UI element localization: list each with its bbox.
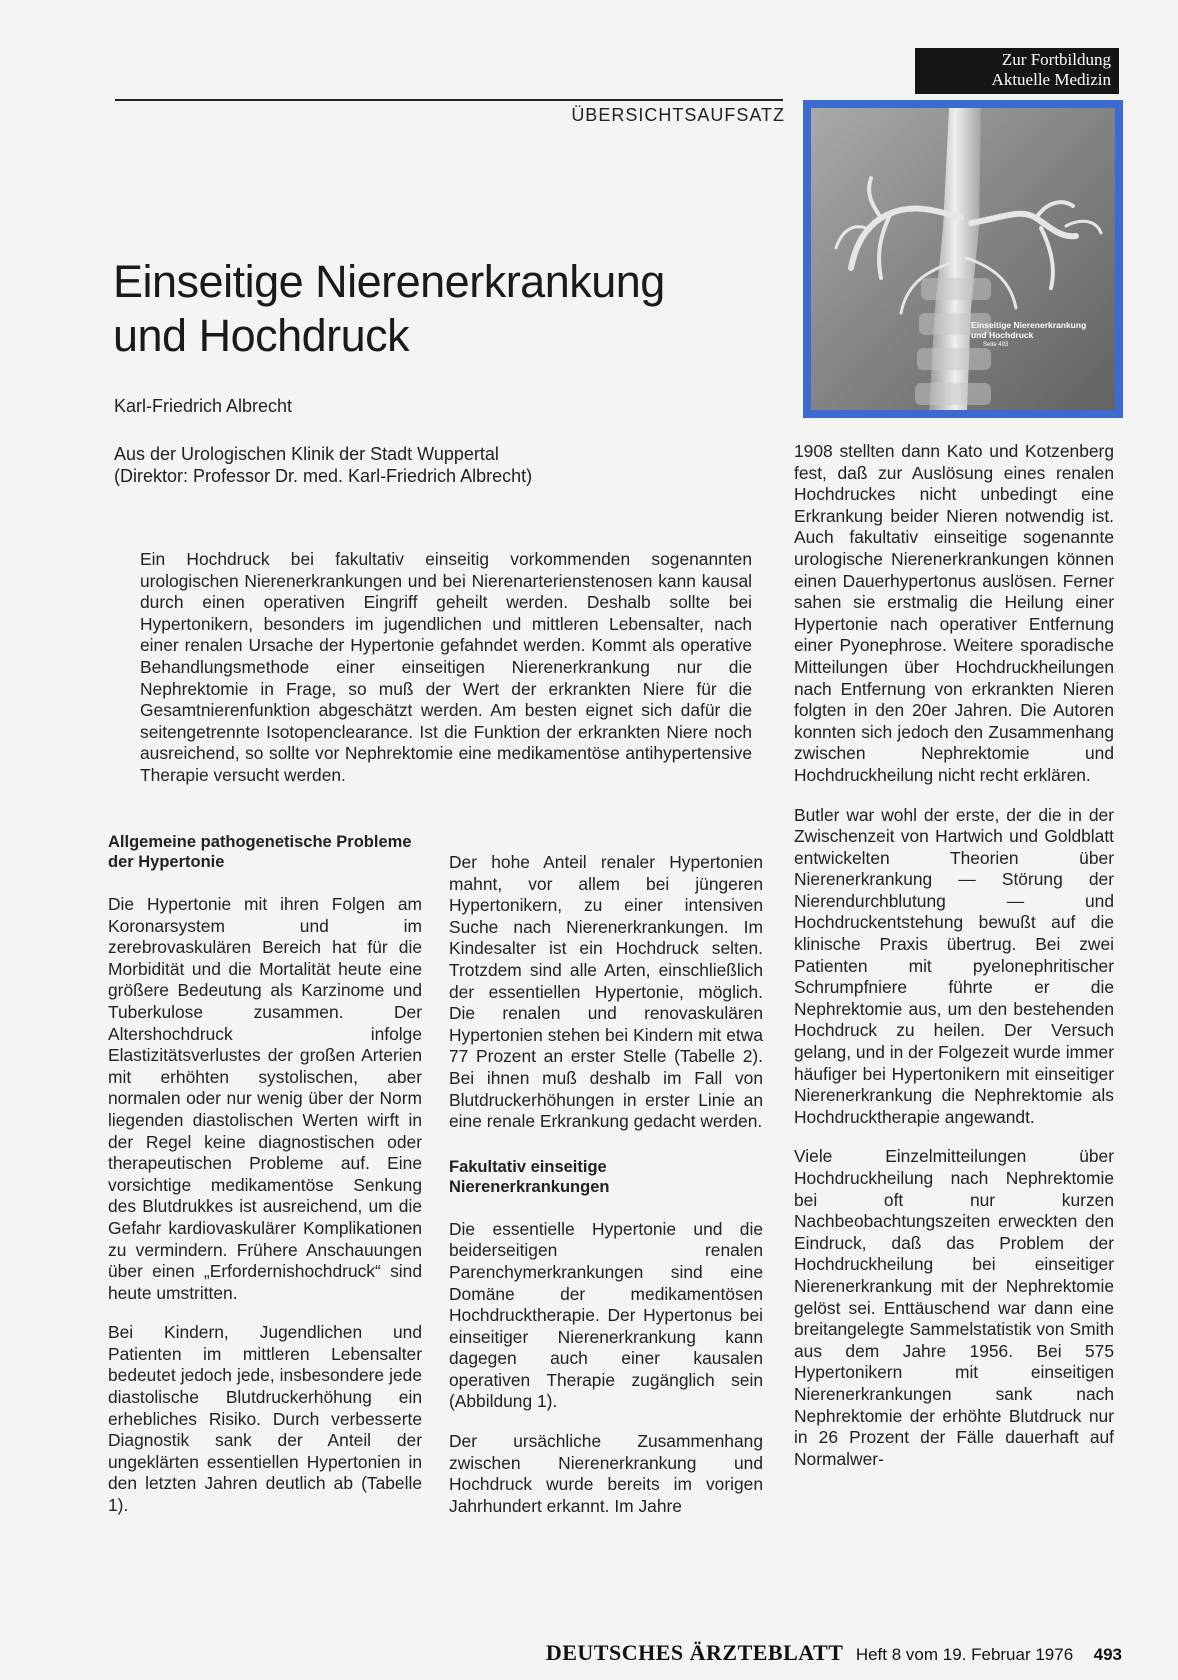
- image-caption-line-2: [971, 330, 1111, 350]
- journal-name: DEUTSCHES ÄRZTEBLATT: [545, 1640, 844, 1665]
- paragraph: Die essentielle Hypertonie und die beiderseitigen renalen Parenchymerkrankungen sind eine Domäne der medikamentösen Hochdrucktherapie. Der Hypertonus bei einseitiger Nierenerkrankung kann dagegen auch einer kausalen operativen Therapie zugänglich sein (Abbildung 1).: [449, 1218, 763, 1412]
- header-rule: [115, 99, 783, 101]
- image-caption: [971, 320, 1111, 350]
- affiliation-line-2: (Direktor: Professor Dr. med. Karl-Friedrich Albrecht): [114, 466, 533, 486]
- paragraph: Die Hypertonie mit ihren Folgen am Koronarsystem und im zerebrovaskulären Bereich hat für die Morbidität und die Mortalität heute eine größere Bedeutung als Karzinome und Tuberkulose zusammen. Der Altershochdruck infolge Elastizitätsverlustes der großen Arterien mit erhöhten systolischen, aber normalen oder nur wenig über der Norm liegenden diastolischen Werten wirft in der Regel keine diagnostischen oder therapeutischen Probleme auf. Eine vorsichtige medikamentöse Senkung des Blutdrukkes ist ausreichend, um die Gefahr kardiovaskulärer Komplikationen zu vermindern. Frühere Anschauungen über einen „Erfordernishochdruck“ sind heute umstritten.: [108, 894, 422, 1303]
- article-title: [113, 255, 763, 363]
- image-caption-page: Seite 493: [983, 342, 1009, 348]
- title-line-1: Einseitige Nierenerkrankung: [113, 256, 665, 307]
- angiogram-image: [811, 108, 1115, 410]
- page-number: 493: [1093, 1645, 1122, 1664]
- section-tag-line2: Aktuelle Medizin: [991, 70, 1111, 89]
- section-tag-line1: Zur Fortbildung: [1001, 50, 1111, 69]
- xray-image-frame: [803, 100, 1123, 418]
- heading-fakultativ-einseitige: Fakultativ einseitige Nierenerkrankungen: [449, 1157, 610, 1196]
- page-footer: [480, 1640, 1122, 1666]
- paragraph: Der hohe Anteil renaler Hypertonien mahnt, vor allem bei jüngeren Hypertonikern, zu einer intensiven Suche nach Nierenerkrankungen. Im Kindesalter ist ein Hochdruck selten. Trotzdem sind alle Arten, einschließlich der essentiellen Hypertonie, möglich. Die renalen und renovaskulären Hypertonien stehen bei Kindern mit etwa 77 Prozent an erster Stelle (Tabelle 2). Bei ihnen muß deshalb im Fall von Blutdruckerhöhungen in erster Linie an eine renale Erkrankung gedacht werden.: [449, 852, 763, 1132]
- image-caption-line-2-text: und Hochdruck: [971, 330, 1034, 340]
- paragraph: Bei Kindern, Jugendlichen und Patienten im mittleren Lebensalter bedeutet jedoch jede, insbesondere jede diastolische Blutdruckerhöhung ein erhebliches Risiko. Durch verbesserte Diagnostik sank der Anteil der ungeklärten essentiellen Hypertonien in den letzten Jahren deutlich ab (Tabelle 1).: [108, 1322, 422, 1516]
- title-line-2: und Hochdruck: [113, 310, 410, 361]
- paragraph: Der ursächliche Zusammenhang zwischen Nierenerkrankung und Hochdruck wurde bereits im vorigen Jahrhundert erkannt. Im Jahre: [449, 1431, 763, 1516]
- paragraph: Viele Einzelmitteilungen über Hochdruckheilung nach Nephrektomie bei oft nur kurzen Nachbeobachtungszeiten erweckten den Eindruck, daß das Problem der Hochdruckheilung bei einseitiger Nierenerkrankung mit der Nephrektomie gelöst sei. Enttäuschend war dann eine breitangelegte Sammelstatistik von Smith aus dem Jahre 1956. Bei 575 Hypertonikern mit einseitigen Nierenerkrankungen sank nach Nephrektomie der erhöhte Blutdruck nur in 26 Prozent der Fälle dauerhaft auf Normalwer-: [794, 1146, 1114, 1469]
- affiliation: [114, 443, 734, 487]
- column-3: [794, 441, 1114, 1488]
- paragraph: 1908 stellten dann Kato und Kotzenberg fest, daß zur Auslösung eines renalen Hochdruckes nicht unbedingt eine Erkrankung beider Nieren notwendig ist. Auch fakultativ einseitige sogenannte urologische Nierenerkrankungen können einen Dauerhypertonus auslösen. Ferner sahen sie erstmalig die Heilung einer Hypertonie nach operativer Entfernung einer Pyonephrose. Weitere sporadische Mitteilungen über Hochdruckheilungen nach Entfernung von erkrankten Nieren folgten in den 20er Jahren. Die Autoren konnten sich jedoch den Zusammenhang zwischen Nephrektomie und Hochdruckheilung nicht recht erklären.: [794, 441, 1114, 785]
- column-1: [108, 833, 422, 1535]
- heading-allgemeine-probleme: Allgemeine pathogenetische Probleme der Hypertonie: [108, 833, 412, 871]
- section-label: ÜBERSICHTSAUFSATZ: [571, 105, 785, 125]
- image-caption-line-1: Einseitige Nierenerkrankung: [971, 320, 1087, 330]
- paragraph: Butler war wohl der erste, der die in der Zwischenzeit von Hartwich und Goldblatt entwickelten Theorien über Nierenerkrankung — Störung der Nierendurchblutung — und Hochdruckentstehung bewußt auf die klinische Praxis übertrug. Bei zwei Patienten mit pyelonephritischer Schrumpfniere führte er die Nephrektomie aus, um den bestehenden Hochdruck zu heilen. Der Versuch gelang, und in der Folgezeit wurde immer häufiger bei Hypertonikern mit einseitiger Nierenerkrankung die Nephrektomie als Hochdrucktherapie angewandt.: [794, 804, 1114, 1127]
- section-tag: [915, 48, 1119, 94]
- author-name: Karl-Friedrich Albrecht: [114, 396, 293, 416]
- issue-info: Heft 8 vom 19. Februar 1976: [855, 1645, 1074, 1664]
- abstract: Ein Hochdruck bei fakultativ einseitig vorkommenden sogenannten urologischen Nierenerkrankungen und bei Nierenarterienstenosen kann kausal durch einen operativen Eingriff geheilt werden. Deshalb sollte bei Hypertonikern, besonders im jugendlichen und mittleren Lebensalter, nach einer renalen Ursache der Hypertonie gefahndet werden. Kommt als operative Behandlungsmethode einer einseitigen Nierenerkrankung nur die Nephrektomie in Frage, so muß der Wert der erkrankten Niere für die Gesamtnierenfunktion abgeschätzt werden. Am besten eignet sich dafür die seitengetrennte Isotopenclearance. Ist die Funktion der erkrankten Niere noch ausreichend, so sollte vor Nephrektomie eine medikamentöse antihypertensive Therapie versucht werden.: [140, 549, 752, 785]
- column-2: [449, 852, 763, 1535]
- affiliation-line-1: Aus der Urologischen Klinik der Stadt Wuppertal: [114, 444, 499, 464]
